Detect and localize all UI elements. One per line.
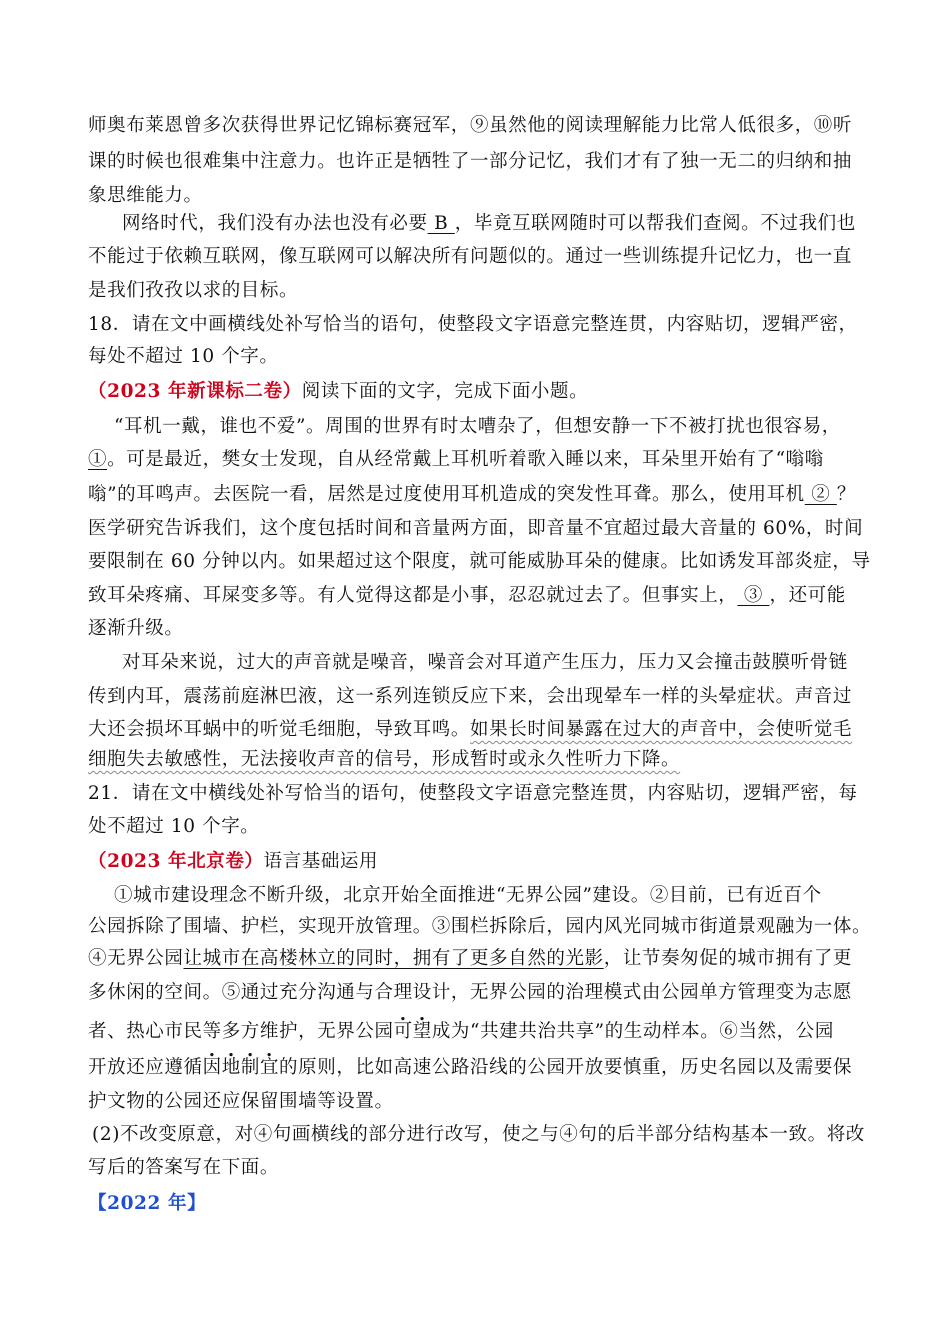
paragraph-line: 公园拆除了围墙、护栏，实现开放管理。③围栏拆除后，园内风光同城市街道景观融为一体。 — [88, 916, 872, 937]
paragraph-line: 师奥布莱恩曾多次获得世界记忆锦标赛冠军，⑨虽然他的阅读理解能力比常人低很多，⑩听 — [88, 115, 853, 136]
question-2: (2)不改变原意，对④句画横线的部分进行改写，使之与④句的后半部分结构基本一致。将改 — [92, 1124, 865, 1145]
wavy-underlined-text: 细胞失去敏感性，无法接收声音的信号，形成暂时或永久性听力下降。 — [88, 749, 681, 770]
paragraph-line: 象思维能力。 — [88, 185, 203, 206]
text-segment: 嗡”的耳鸣声。去医院一看，居然是过度使用耳机造成的突发性耳聋。那么，使用耳机 — [88, 484, 805, 505]
paragraph-line: 是我们孜孜以求的目标。 — [88, 280, 299, 301]
paragraph-line — [88, 1056, 852, 1080]
emphasis-dot-char: 宜 — [259, 1057, 280, 1078]
paragraph-line — [88, 1020, 834, 1044]
paragraph-line: 逐渐升级。 — [88, 618, 184, 639]
answer-blank: B — [427, 213, 455, 234]
paragraph-line — [88, 947, 852, 971]
text-segment: 者、热心市民等多方维护，无界公园 — [88, 1021, 394, 1042]
question-21: 处不超过 10 个字。 — [88, 816, 260, 837]
section-instruction: 阅读下面的文字，完成下面小题。 — [301, 381, 589, 402]
underlined-text: 让城市在高楼林立的同时，拥有了更多自然的光影 — [183, 948, 604, 969]
answer-blank: ② — [804, 484, 837, 505]
paragraph-line: “耳机一戴，谁也不爱”。周围的世界有时太嘈杂了，但想安静一下不被打扰也很容易， — [114, 416, 841, 437]
paragraph-line: 不能过于依赖互联网，像互联网可以解决所有问题似的。通过一些训练提升记忆力，也一直 — [88, 246, 853, 267]
text-segment: ？ — [836, 484, 856, 505]
wavy-underlined-text: 如果长时间暴露在过大的声音中，会使听觉毛 — [470, 719, 853, 740]
paragraph-line — [88, 718, 852, 742]
text-segment: 成为“共建共治共享”的生动样本。⑥当然，公园 — [431, 1021, 834, 1042]
paragraph-line — [88, 748, 680, 772]
question-2: 写后的答案写在下面。 — [88, 1157, 280, 1178]
paragraph-line: 多休闲的空间。⑤通过充分沟通与合理设计，无界公园的治理模式由公园单方管理变为志愿 — [88, 982, 853, 1003]
text-segment: 网络时代，我们没有办法也没有必要 — [122, 213, 428, 234]
answer-blank: ① — [88, 449, 108, 470]
emphasis-dot-char: 制 — [240, 1057, 260, 1078]
paragraph-line: 对耳朵来说，过大的声音就是噪音，噪音会对耳道产生压力，压力又会撞击鼓膜听骨链 — [122, 652, 848, 673]
paragraph-line — [88, 584, 846, 608]
text-segment: ④无界公园 — [88, 948, 184, 969]
paragraph-line: 要限制在 60 分钟以内。如果超过这个限度，就可能威胁耳朵的健康。比如诱发耳部炎症，导 — [88, 551, 871, 572]
question-18: 每处不超过 10 个字。 — [88, 346, 279, 367]
paragraph-line: 护文物的公园还应保留围墙等设置。 — [88, 1091, 394, 1112]
emphasis-dot-char: 望 — [412, 1021, 432, 1042]
paragraph-line: 传到内耳，震荡前庭淋巴液，这一系列连锁反应下来，会出现晕车一样的头晕症状。声音过 — [88, 686, 853, 707]
text-segment: 的原则，比如高速公路沿线的公园开放要慎重，历史名园以及需要保 — [279, 1057, 853, 1078]
emphasis-dot-char: 地 — [221, 1057, 241, 1078]
text-segment: 大还会损坏耳蜗中的听觉毛细胞，导致耳鸣。 — [88, 719, 471, 740]
question-18: 18．请在文中画横线处补写恰当的语句，使整段文字语意完整连贯，内容贴切，逻辑严密， — [88, 314, 858, 335]
paragraph-line: ①城市建设理念不断升级，北京开始全面推进“无界公园”建设。②目前，已有近百个 — [114, 885, 822, 906]
question-21: 21．请在文中横线处补写恰当的语句，使整段文字语意完整连贯，内容贴切，逻辑严密，每 — [88, 783, 858, 804]
paragraph-line — [88, 448, 824, 472]
source-tag: （2023 年北京卷） — [88, 851, 264, 872]
emphasis-dot-char: 可 — [393, 1021, 413, 1042]
text-segment: ，让节奏匆促的城市拥有了更 — [603, 948, 853, 969]
answer-blank: ③ — [737, 585, 770, 606]
section-header — [88, 380, 588, 404]
paragraph-line — [122, 212, 856, 236]
source-tag: （2023 年新课标二卷） — [88, 381, 302, 402]
emphasis-dot-char: 因 — [202, 1057, 222, 1078]
paragraph-line: 课的时候也很难集中注意力。也许正是牺牲了一部分记忆，我们才有了独一无二的归纳和抽 — [88, 151, 853, 172]
text-segment: 致耳朵疼痛、耳屎变多等。有人觉得这都是小事，忍忍就过去了。但事实上， — [88, 585, 738, 606]
text-segment: 开放还应遵循 — [88, 1057, 203, 1078]
paragraph-line — [88, 483, 856, 507]
section-instruction: 语言基础运用 — [263, 851, 379, 872]
year-heading: 【2022 年】 — [88, 1193, 207, 1214]
section-header — [88, 850, 378, 874]
text-segment: ，毕竟互联网随时可以帮我们查阅。不过我们也 — [454, 213, 856, 234]
paragraph-line: 医学研究告诉我们，这个度包括时间和音量两方面，即音量不宜超过最大音量的 60%，时间 — [88, 518, 864, 539]
text-segment: 。可是最近，樊女士发现，自从经常戴上耳机听着歌入睡以来，耳朵里开始有了“嗡嗡 — [107, 449, 824, 470]
text-segment: ，还可能 — [769, 585, 846, 606]
